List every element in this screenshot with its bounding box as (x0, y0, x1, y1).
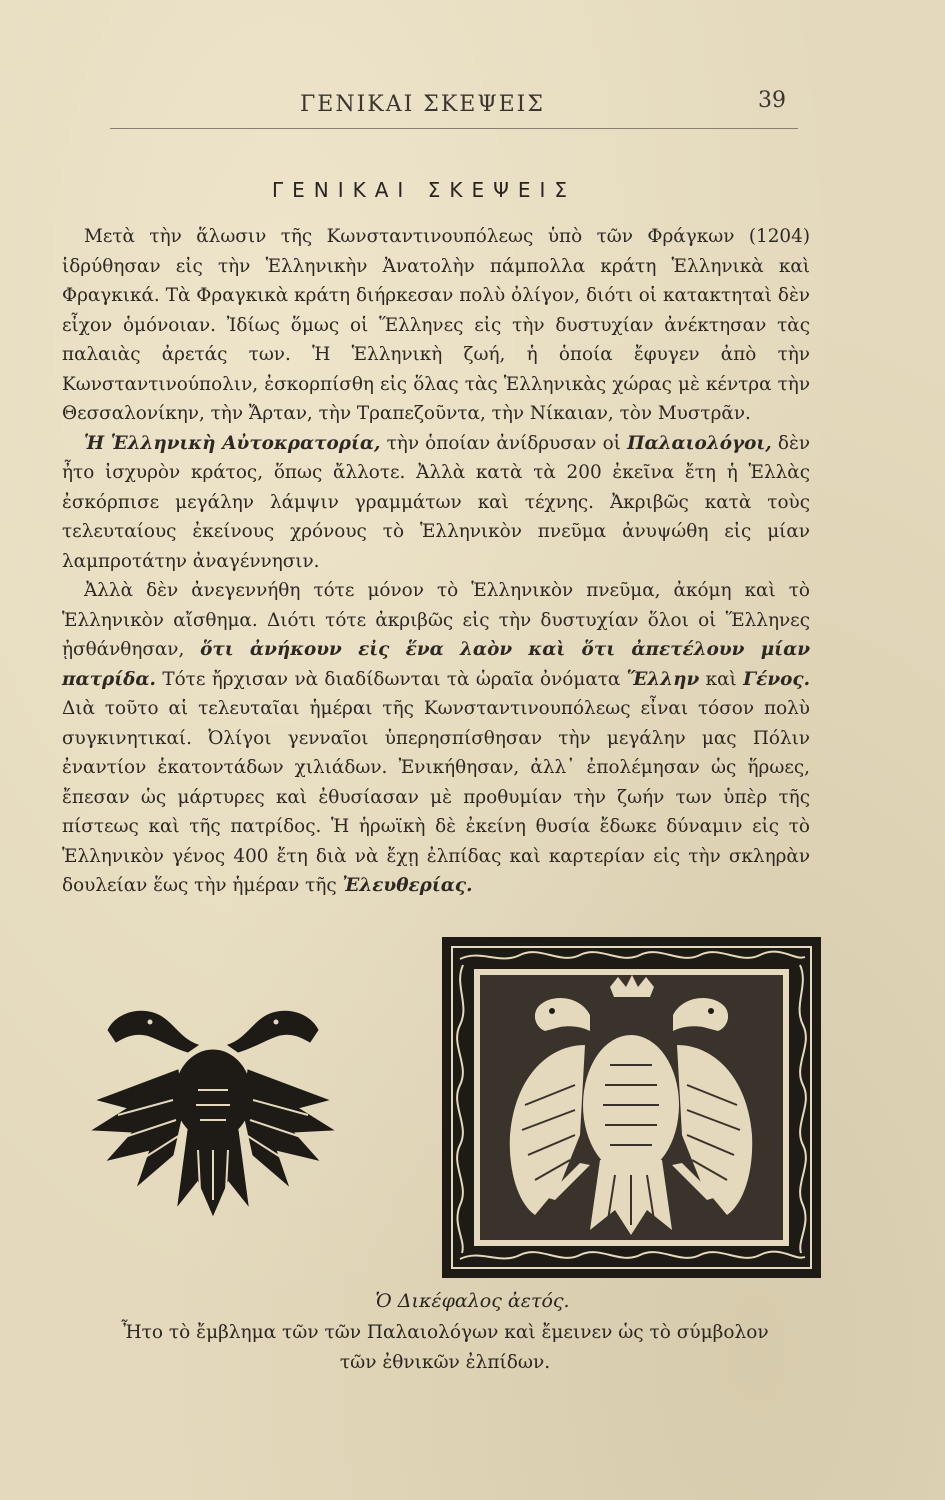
paragraph-text: Τότε ἤρχισαν νὰ διαδίδωνται τὰ ὡραῖα ὀνόματα (155, 668, 627, 690)
paragraph-text: τὴν ὁποίαν ἀνίδρυσαν οἱ (380, 432, 628, 454)
figure-caption-text: Ἦτο τὸ ἔμβλημα τῶν τῶν Παλαιολόγων καὶ ἔμεινεν ὡς τὸ σύμβολον τῶν ἐθνικῶν ἐλπίδων. (121, 1322, 769, 1373)
emphasis-text: Γένος. (743, 668, 810, 690)
emphasis-text: Ἕλλην (626, 668, 700, 690)
emphasis-text: Ἐλευθερίας. (342, 875, 473, 896)
paragraph-3 (62, 576, 810, 901)
emphasis-text: Παλαιολόγοι, (627, 432, 772, 454)
header-rule (110, 128, 798, 129)
figure-caption-title: Ὁ Δικέφαλος ἀετός. (375, 1290, 570, 1312)
paragraph-text: καὶ (699, 668, 744, 690)
running-head: ΓΕΝΙΚΑΙ ΣΚΕΨΕΙΣ (300, 92, 545, 117)
page-number: 39 (758, 88, 786, 113)
section-title: ΓΕΝΙΚΑΙ ΣΚΕΨΕΙΣ (272, 178, 576, 202)
framed-double-headed-eagle-icon (440, 935, 823, 1280)
body-text (62, 222, 810, 901)
paragraph-2 (62, 429, 810, 577)
double-headed-eagle-icon (88, 990, 338, 1220)
paragraph-1: Μετὰ τὴν ἅλωσιν τῆς Κωνσταντινουπόλεως ὑπὸ τῶν Φράγκων (1204) ἱδρύθησαν εἰς τὴν Ἑλληνικὴν Ἀνατολὴν πάμπολλα κράτη Ἑλληνικὰ καὶ Φραγκικά. Τὰ Φραγκικὰ κράτη διήρκεσαν πολὺ ὀλίγον, διότι οἱ κατακτηταὶ δὲν εἶχον ὁμόνοιαν. Ἰδίως ὅμως οἱ Ἕλληνες εἰς τὴν δυστυχίαν ἀνέκτησαν τὰς παλαιὰς ἀρετάς των. Ἡ Ἑλληνικὴ ζωή, ἡ ὁποία ἔφυγεν ἀπὸ τὴν Κωνσταντινούπολιν, ἐσκορπίσθη εἰς ὅλας τὰς Ἑλληνικὰς χώρας μὲ κέντρα τὴν Θεσσαλονίκην, τὴν Ἄρταν, τὴν Τραπεζοῦντα, τὴν Νίκαιαν, τὸν Μυστρᾶν. (62, 226, 810, 424)
emphasis-text: Ἡ Ἑλληνικὴ Αὐτοκρατορία, (84, 432, 381, 454)
paragraph-text: δὲν ἦτο ἰσχυρὸν κράτος, ὅπως ἄλλοτε. Ἀλλὰ κατὰ τὰ 200 ἐκεῖνα ἔτη ἡ Ἑλλὰς ἐσκόρπισε μεγάλην λάμψιν γραμμάτων καὶ τέχνης. Ἀκριβῶς κατὰ τοὺς τελευταίους ἐκείνους χρόνους τὸ Ἑλληνικὸν πνεῦμα ἀνυψώθη εἰς μίαν λαμπροτάτην ἀναγέννησιν. (62, 432, 811, 572)
emphasis-text: ὅτι ἀνήκουν εἰς ἕνα λαὸν καὶ ὅτι ἀπετέλουν μίαν πατρίδα. (62, 639, 810, 690)
paragraph-text: Διὰ τοῦτο αἱ τελευταῖαι ἡμέραι τῆς Κωνσταντινουπόλεως εἶναι τόσον πολὺ συγκινητικαί. Ὀλίγοι γενναῖοι ὑπερησπίσθησαν τὴν μεγάλην μας Πόλιν ἐναντίον ἑκατοντάδων χιλιάδων. Ἐνικήθησαν, ἀλλ᾽ ἐπολέμησαν ὡς ἥρωες, ἔπεσαν ὡς μάρτυρες καὶ ἐθυσίασαν μὲ προθυμίαν τὴν ζωήν των ὑπὲρ τῆς πίστεως καὶ τῆς πατρίδος. Ἡ ἡρωϊκὴ δὲ ἐκείνη θυσία ἔδωκε δύναμιν εἰς τὸ Ἑλληνικὸν γένος 400 ἔτη διὰ νὰ ἔχῃ ἐλπίδας καὶ καρτερίαν εἰς τὴν σκληρὰν δουλείαν ἕως τὴν ἡμέραν τῆς (62, 698, 810, 896)
paragraph-text: Ἀλλὰ δὲν ἀνεγεννήθη τότε μόνον τὸ Ἑλληνικὸν πνεῦμα, ἀκόμη καὶ τὸ Ἑλληνικὸν αἴσθημα. Διότι τότε ἀκριβῶς εἰς τὴν δυστυχίαν ὅλοι οἱ Ἕλληνες ᾐσθάνθησαν, (62, 580, 810, 660)
